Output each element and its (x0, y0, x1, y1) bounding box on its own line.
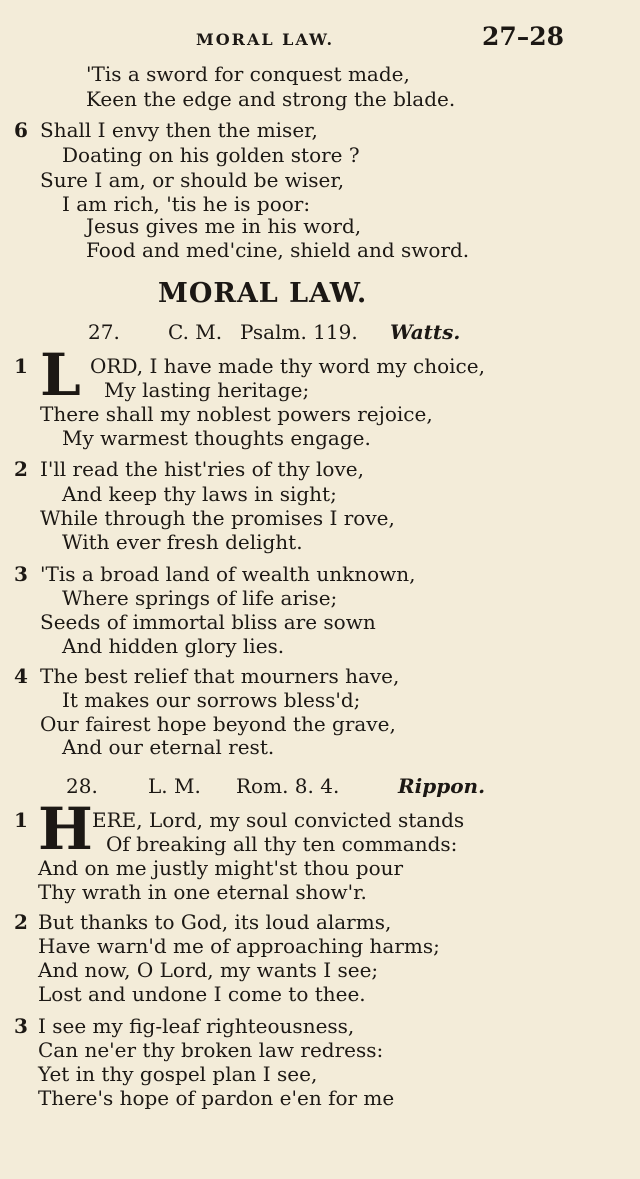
verse-number: 4 (14, 664, 28, 688)
hymn-27-meter: C. M. (168, 320, 223, 344)
verse-line: I am rich, 'tis he is poor: (62, 192, 311, 216)
verse-line: Thy wrath in one eternal show'r. (38, 880, 367, 904)
verse-line: It makes our sorrows bless'd; (62, 688, 361, 712)
verse-line: Where springs of life arise; (62, 586, 338, 610)
verse-number: 3 (14, 562, 28, 586)
verse-line: And our eternal rest. (62, 735, 275, 759)
verse-line: ORD, I have made thy word my choice, (90, 354, 485, 378)
verse-line: Yet in thy gospel plan I see, (38, 1062, 318, 1086)
verse-line: I'll read the hist'ries of thy love, (40, 457, 364, 481)
verse-line: Shall I envy then the miser, (40, 118, 318, 142)
verse-line: Food and med'cine, shield and sword. (86, 238, 470, 262)
verse-line: Lost and undone I come to thee. (38, 982, 366, 1006)
drop-cap: L (40, 341, 81, 409)
verse-line: The best relief that mourners have, (40, 664, 400, 688)
verse-line: Jesus gives me in his word, (86, 214, 362, 238)
hymn-28-number: 28. (66, 774, 98, 798)
hymn-28-author: Rippon. (398, 774, 486, 798)
verse-line: I see my fig-leaf righteousness, (38, 1014, 355, 1038)
hymn-27-author-wrap (390, 320, 460, 344)
verse-number: 3 (14, 1014, 28, 1038)
verse-line: Doating on his golden store ? (62, 143, 360, 167)
section-title: MORAL LAW. (158, 278, 368, 309)
verse-line: With ever fresh delight. (62, 530, 303, 554)
prev-line-2: Keen the edge and strong the blade. (86, 87, 456, 111)
verse-number: 2 (14, 910, 28, 934)
hymn-27-source: Psalm. 119. (240, 320, 358, 344)
hymn-28-source: Rom. 8. 4. (236, 774, 340, 798)
verse-number: 6 (14, 118, 28, 142)
verse-line: My warmest thoughts engage. (62, 426, 371, 450)
verse-number: 1 (14, 808, 28, 832)
verse-line: There's hope of pardon e'en for me (38, 1086, 395, 1110)
page-numbers: 27–28 (482, 22, 565, 51)
hymn-27-author: Watts. (390, 320, 461, 344)
verse-line: Seeds of immortal bliss are sown (40, 610, 376, 634)
verse-line: There shall my noblest powers rejoice, (40, 402, 433, 426)
verse-line: And on me justly might'st thou pour (38, 856, 404, 880)
hymn-28-meter: L. M. (148, 774, 201, 798)
verse-line: And hidden glory lies. (62, 634, 285, 658)
verse-line: Our fairest hope beyond the grave, (40, 712, 396, 736)
verse-number: 2 (14, 457, 28, 481)
verse-line: Sure I am, or should be wiser, (40, 168, 345, 192)
verse-number: 1 (14, 354, 28, 378)
hymn-28-author-wrap (398, 774, 485, 798)
hymn-27-number: 27. (88, 320, 120, 344)
verse-line: Can ne'er thy broken law redress: (38, 1038, 384, 1062)
verse-line: And keep thy laws in sight; (62, 482, 337, 506)
verse-line: Have warn'd me of approaching harms; (38, 934, 440, 958)
prev-line-1: 'Tis a sword for conquest made, (86, 62, 410, 86)
verse-line: 'Tis a broad land of wealth unknown, (40, 562, 416, 586)
verse-line: ERE, Lord, my soul convicted stands (92, 808, 465, 832)
drop-cap: H (38, 795, 93, 863)
verse-line: Of breaking all thy ten commands: (106, 832, 458, 856)
verse-line: My lasting heritage; (104, 378, 310, 402)
running-title: MORAL LAW. (196, 30, 335, 49)
verse-line: But thanks to God, its loud alarms, (38, 910, 392, 934)
verse-line: And now, O Lord, my wants I see; (38, 958, 379, 982)
verse-line: While through the promises I rove, (40, 506, 395, 530)
